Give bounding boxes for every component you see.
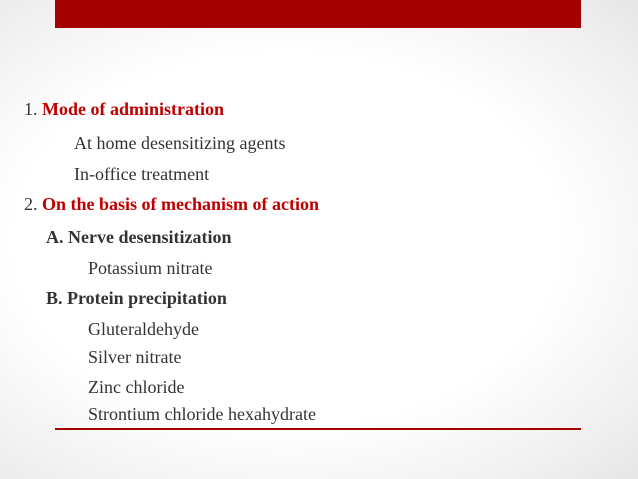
subsection-heading: B. Protein precipitation xyxy=(46,288,227,308)
section-number: 2. xyxy=(24,194,38,214)
list-item: At home desensitizing agents xyxy=(74,133,286,153)
subsection-heading: A. Nerve desensitization xyxy=(46,227,232,247)
bottom-divider xyxy=(55,428,581,430)
list-item: Silver nitrate xyxy=(88,347,182,367)
section-heading: On the basis of mechanism of action xyxy=(42,194,320,214)
section-number: 1. xyxy=(24,99,38,119)
list-item: Gluteraldehyde xyxy=(88,319,199,339)
list-item: Strontium chloride hexahydrate xyxy=(88,404,316,424)
section-2-heading-line xyxy=(24,193,319,215)
list-item: Zinc chloride xyxy=(88,377,185,397)
section-heading: Mode of administration xyxy=(42,99,224,119)
list-item: Potassium nitrate xyxy=(88,258,213,278)
list-item: In-office treatment xyxy=(74,164,210,184)
section-1-heading-line xyxy=(24,98,224,120)
